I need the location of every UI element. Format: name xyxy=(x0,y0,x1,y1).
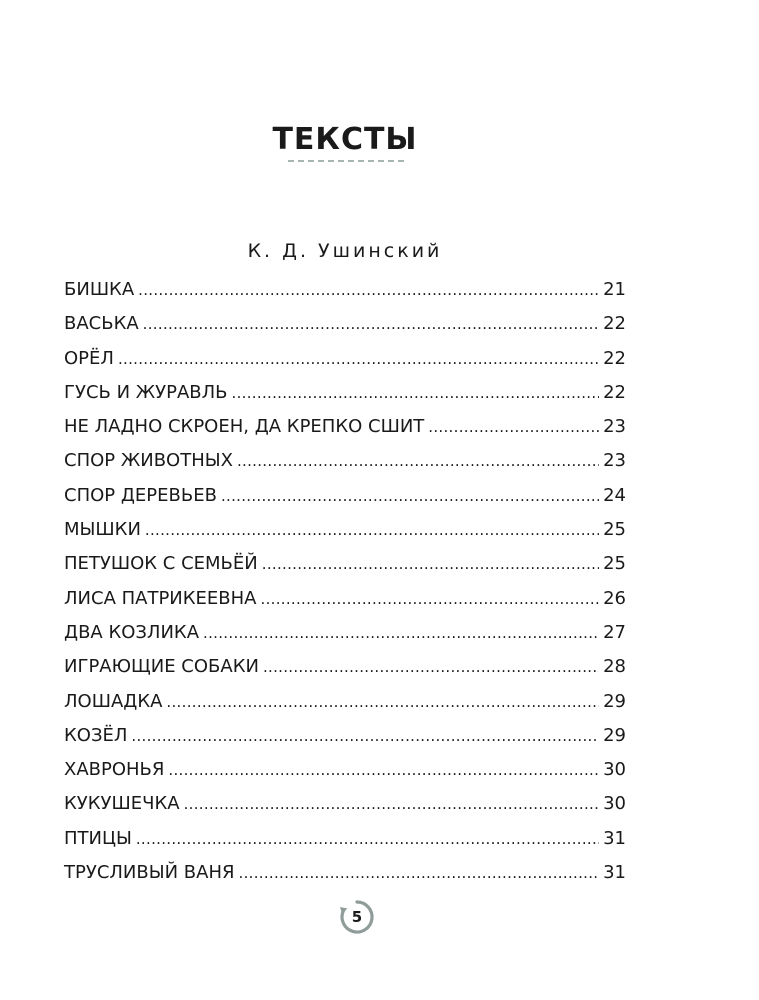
toc-dot-leader xyxy=(428,410,599,444)
toc-entry-title: ЛИСА ПАТРИКЕЕВНА xyxy=(64,587,257,609)
toc-dot-leader xyxy=(262,547,599,581)
toc-entry-page: 25 xyxy=(603,519,626,541)
toc-entry[interactable] xyxy=(64,650,626,684)
toc-entry-title: ЛОШАДКА xyxy=(64,690,163,712)
page-title: ТЕКСТЫ xyxy=(272,122,418,157)
toc-entry-title: ОРЁЛ xyxy=(64,347,114,369)
toc-entry-title: БИШКА xyxy=(64,279,135,300)
toc-dot-leader xyxy=(221,479,599,513)
toc-entry-title: ПЕТУШОК С СЕМЬЁЙ xyxy=(64,553,258,575)
page-number: 5 xyxy=(351,908,363,926)
toc-entry-title: ХАВРОНЬЯ xyxy=(64,759,165,781)
toc-entry[interactable] xyxy=(64,342,626,376)
toc-dot-leader xyxy=(261,582,600,616)
toc-dot-leader xyxy=(168,753,599,787)
toc-entry-title: НЕ ЛАДНО СКРОЕН, ДА КРЕПКО СШИТ xyxy=(64,416,425,438)
toc-dot-leader xyxy=(203,616,599,650)
table-of-contents xyxy=(64,273,626,890)
toc-entry-title: ДВА КОЗЛИКА xyxy=(64,621,200,643)
toc-entry-page: 31 xyxy=(603,862,626,884)
toc-entry[interactable] xyxy=(64,753,626,787)
toc-entry[interactable] xyxy=(64,582,626,616)
page-number-badge xyxy=(338,898,376,936)
toc-entry-title: КОЗЁЛ xyxy=(64,724,128,746)
toc-entry-title: СПОР ЖИВОТНЫХ xyxy=(64,450,233,472)
toc-entry-page: 30 xyxy=(603,793,626,815)
toc-dot-leader xyxy=(237,444,599,478)
toc-entry-page: 21 xyxy=(603,279,626,300)
toc-entry[interactable] xyxy=(64,787,626,821)
toc-entry-page: 22 xyxy=(603,347,626,369)
toc-entry-page: 23 xyxy=(603,450,626,472)
toc-entry-title: ГУСЬ И ЖУРАВЛЬ xyxy=(64,381,228,403)
toc-dot-leader xyxy=(138,273,599,307)
toc-entry[interactable] xyxy=(64,479,626,513)
toc-entry-page: 23 xyxy=(603,416,626,438)
toc-dot-leader xyxy=(184,787,600,821)
toc-dot-leader xyxy=(118,342,599,376)
toc-dot-leader xyxy=(239,856,600,890)
toc-entry[interactable] xyxy=(64,685,626,719)
toc-entry-page: 25 xyxy=(603,553,626,575)
toc-entry[interactable] xyxy=(64,307,626,341)
toc-dot-leader xyxy=(166,685,599,719)
toc-entry-title: МЫШКИ xyxy=(64,519,141,541)
toc-entry[interactable] xyxy=(64,513,626,547)
toc-entry[interactable] xyxy=(64,376,626,410)
toc-entry[interactable] xyxy=(64,547,626,581)
toc-entry-title: ИГРАЮЩИЕ СОБАКИ xyxy=(64,656,259,678)
toc-entry-title: ТРУСЛИВЫЙ ВАНЯ xyxy=(64,862,235,884)
toc-entry-page: 29 xyxy=(603,690,626,712)
toc-entry-title: ВАСЬКА xyxy=(64,313,139,335)
title-dashed-rule xyxy=(288,160,404,162)
author-name: К. Д. Ушинский xyxy=(247,240,443,262)
toc-entry-page: 31 xyxy=(603,827,626,849)
toc-entry[interactable] xyxy=(64,719,626,753)
toc-entry-page: 27 xyxy=(603,621,626,643)
toc-dot-leader xyxy=(131,719,599,753)
toc-entry-page: 22 xyxy=(603,381,626,403)
toc-entry-page: 29 xyxy=(603,724,626,746)
toc-entry[interactable] xyxy=(64,856,626,890)
toc-dot-leader xyxy=(136,822,599,856)
toc-entry[interactable] xyxy=(64,273,626,307)
toc-entry[interactable] xyxy=(64,444,626,478)
toc-dot-leader xyxy=(263,650,599,684)
toc-entry[interactable] xyxy=(64,410,626,444)
toc-dot-leader xyxy=(232,376,600,410)
toc-entry-title: КУКУШЕЧКА xyxy=(64,793,180,815)
toc-entry-page: 28 xyxy=(603,656,626,678)
toc-dot-leader xyxy=(143,307,599,341)
toc-entry[interactable] xyxy=(64,616,626,650)
toc-entry-title: ПТИЦЫ xyxy=(64,827,132,849)
toc-entry-page: 22 xyxy=(603,313,626,335)
toc-entry-page: 24 xyxy=(603,484,626,506)
toc-entry-title: СПОР ДЕРЕВЬЕВ xyxy=(64,484,217,506)
toc-entry-page: 26 xyxy=(603,587,626,609)
toc-dot-leader xyxy=(145,513,599,547)
toc-entry[interactable] xyxy=(64,822,626,856)
toc-entry-page: 30 xyxy=(603,759,626,781)
